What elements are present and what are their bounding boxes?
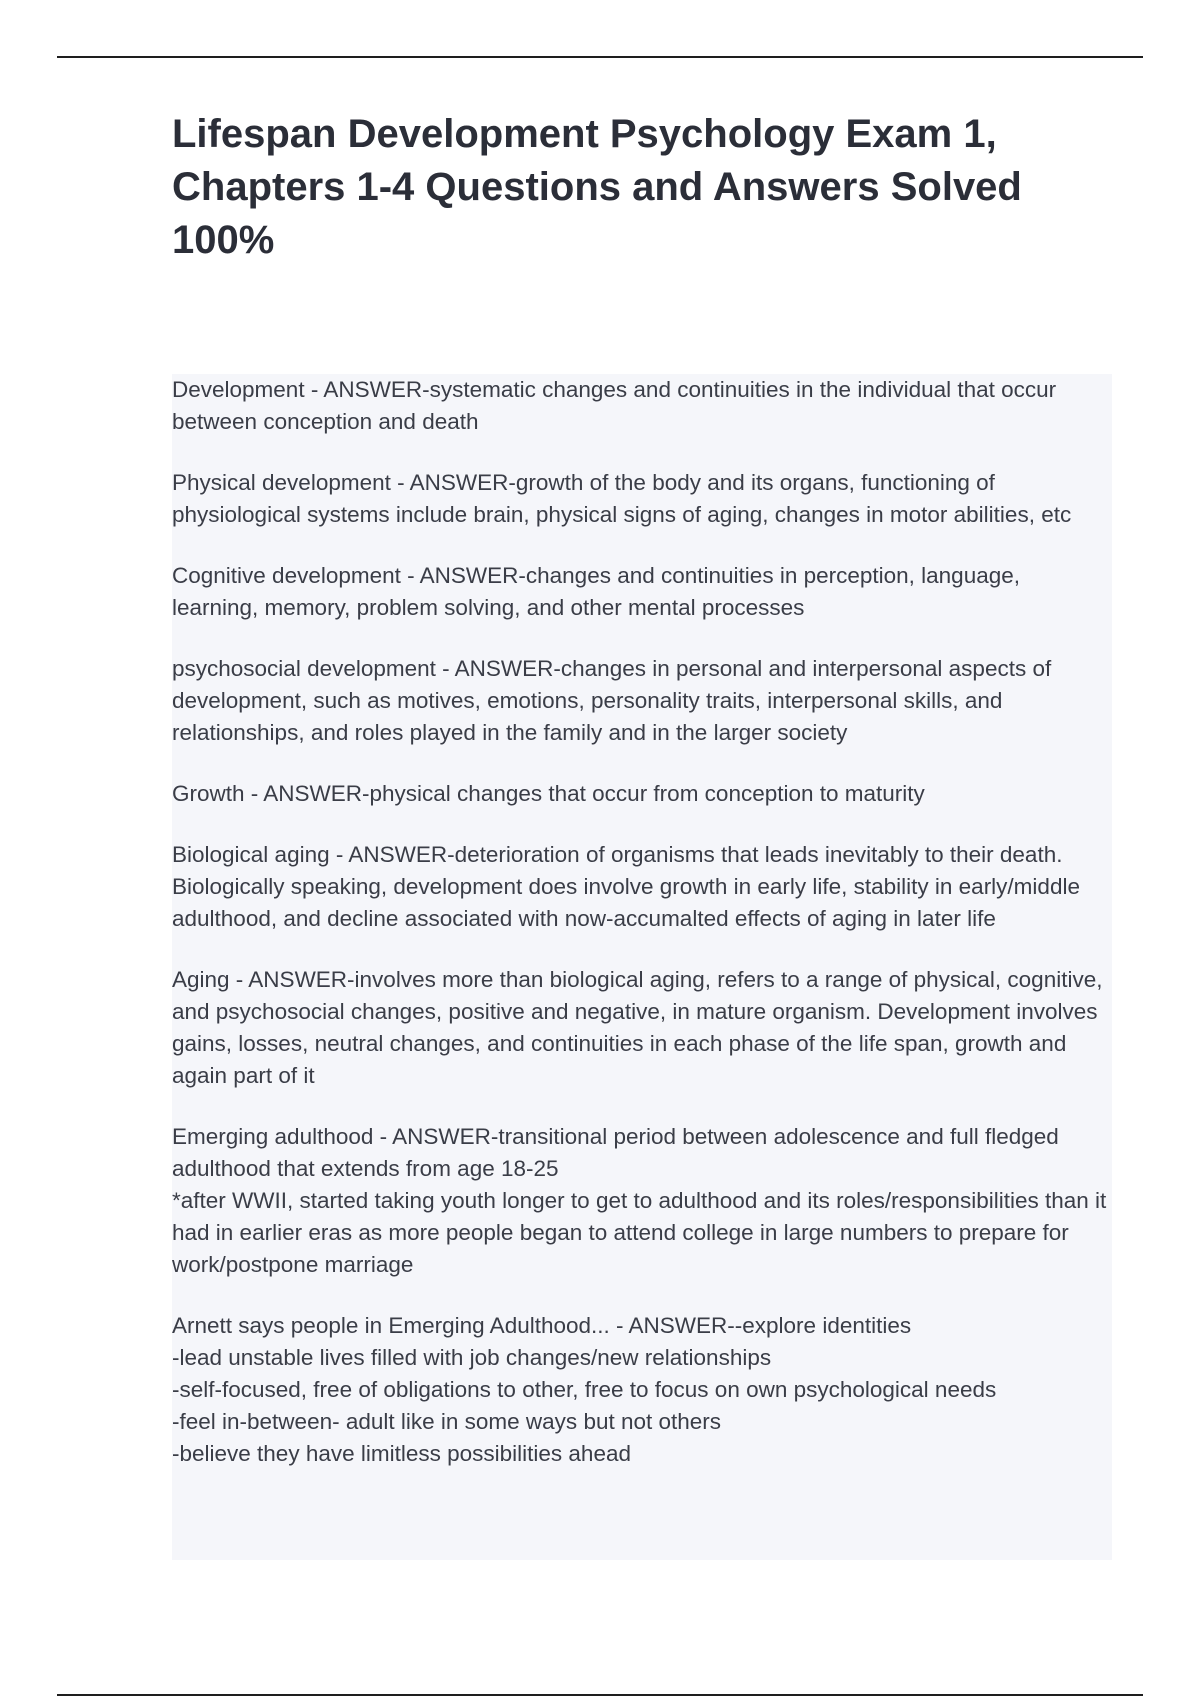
qa-item-growth: Growth - ANSWER-physical changes that occur from conception to maturity [172,781,925,806]
qa-item-biological-aging: Biological aging - ANSWER-deterioration of organisms that leads inevitably to their death. Biologically speaking, development does involve growth in early life, stability in early/middle adulthood, and decline associated with now-accumalted effects of aging in later life [172,842,1080,931]
top-rule [57,56,1143,58]
bottom-rule [57,1694,1143,1696]
qa-item-development: Development - ANSWER-systematic changes and continuities in the individual that occur between conception and death [172,377,1057,434]
qa-item-cognitive-development: Cognitive development - ANSWER-changes and continuities in perception, language, learning, memory, problem solving, and other mental processes [172,563,1021,620]
qa-item-emerging-adulthood: Emerging adulthood - ANSWER-transitional period between adolescence and full fledged adulthood that extends from age 18-25 *after WWII, started taking youth longer to get to adulthood and its roles/responsibilities than it had in earlier eras as more people began to attend college in large numbers to prepare for work/postpone marriage [172,1124,1107,1277]
qa-panel [172,374,1112,1560]
qa-item-aging: Aging - ANSWER-involves more than biological aging, refers to a range of physical, cognitive, and psychosocial changes, positive and negative, in mature organism. Development involves gains, losses, neutral changes, and continuities in each phase of the life span, growth and again part of it [172,967,1103,1088]
qa-list [172,374,1112,1470]
document-title: Lifespan Development Psychology Exam 1, Chapters 1-4 Questions and Answers Solved 100% [172,112,1022,262]
qa-item-psychosocial-development: psychosocial development - ANSWER-changes in personal and interpersonal aspects of development, such as motives, emotions, personality traits, interpersonal skills, and relationships, and roles played in the family and in the larger society [172,656,1052,745]
qa-item-physical-development: Physical development - ANSWER-growth of the body and its organs, functioning of physiological systems include brain, physical signs of aging, changes in motor abilities, etc [172,470,1072,527]
qa-item-arnett-emerging-adulthood: Arnett says people in Emerging Adulthood... - ANSWER--explore identities -lead unstable lives filled with job changes/new relationships -self-focused, free of obligations to other, free to focus on own psychological needs -feel in-between- adult like in some ways but not others -believe they have limitless possibilities ahead [172,1313,997,1466]
